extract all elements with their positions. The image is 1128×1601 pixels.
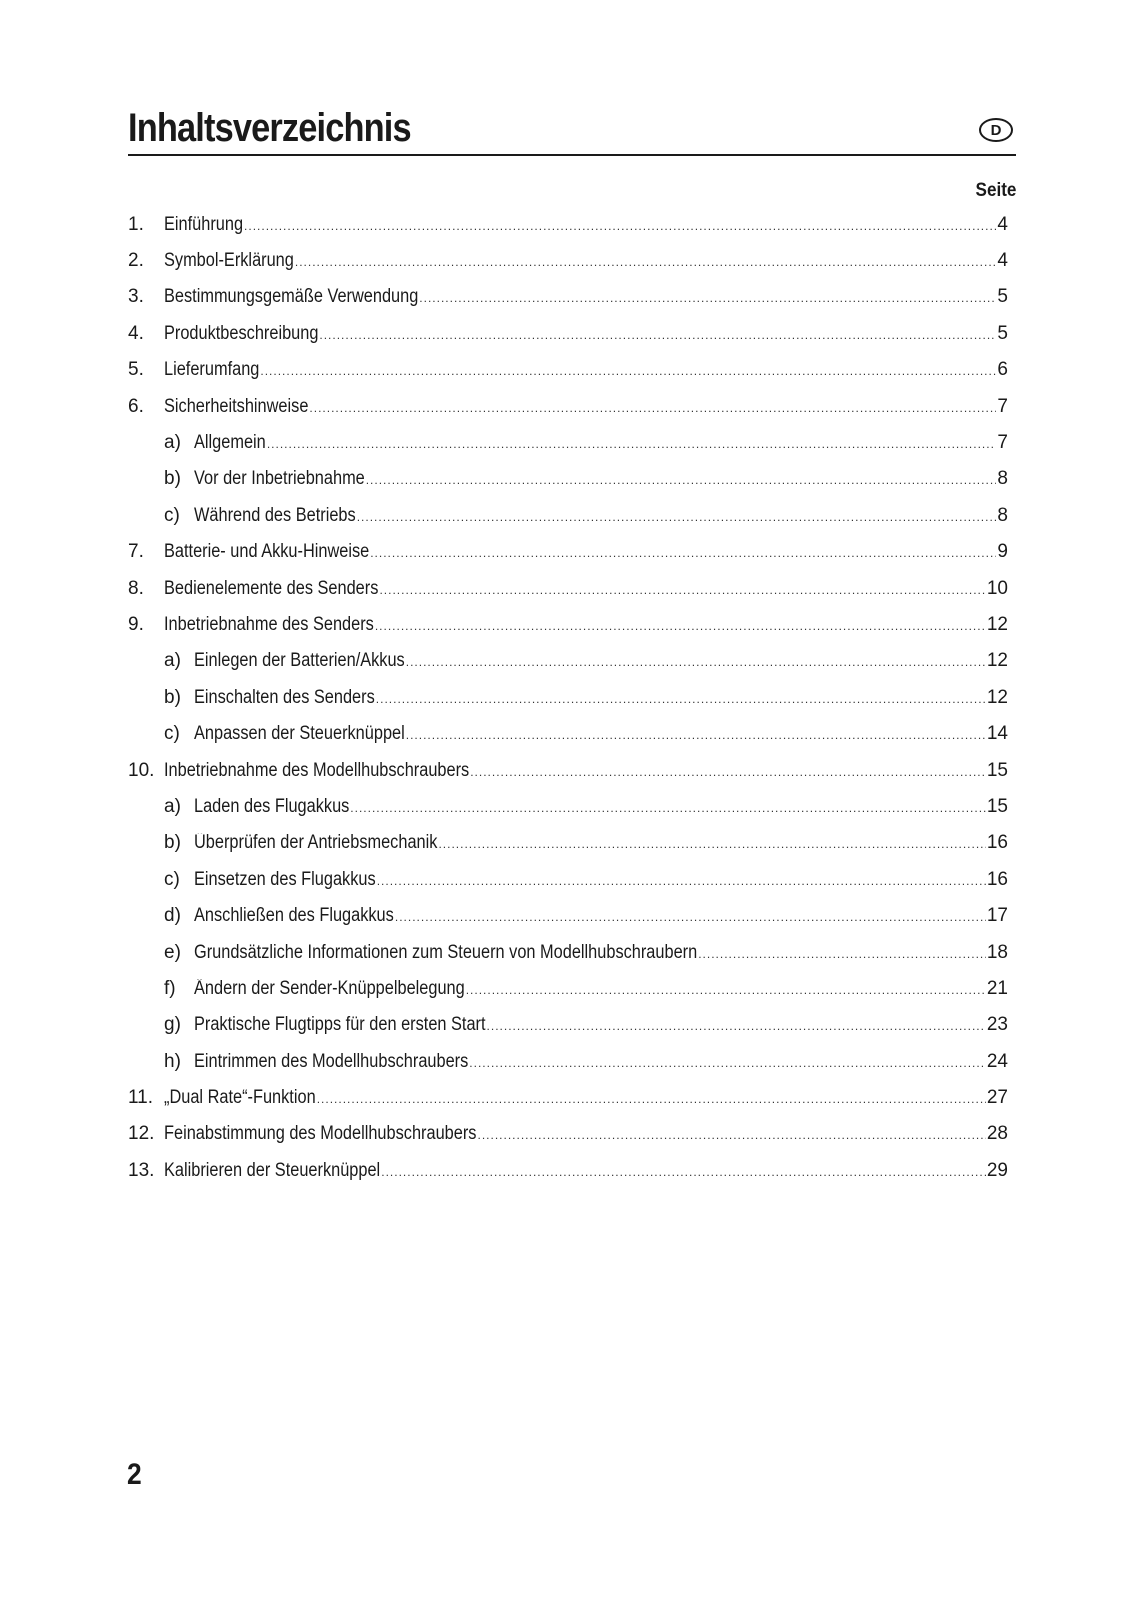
toc-entry-page: 27: [986, 1088, 1008, 1108]
toc-entry-title: Laden des Flugakkus: [194, 796, 350, 816]
toc-entry-page: 17: [986, 906, 1008, 926]
toc-entry[interactable]: [128, 825, 1008, 861]
toc-dot-leader: [370, 547, 996, 559]
toc-entry-number: 11.: [128, 1087, 154, 1109]
toc-entry-page: 8: [997, 505, 1008, 525]
toc-entry-page: 5: [997, 287, 1008, 307]
toc-entry-title: Anschließen des Flugakkus: [194, 906, 394, 926]
toc-entry-sublabel: a): [164, 433, 181, 453]
toc-entry-title: Überprüfen der Antriebsmechanik: [194, 833, 438, 853]
toc-entry[interactable]: [128, 788, 1008, 824]
toc-entry-page: 12: [986, 614, 1008, 634]
toc-dot-leader: [376, 693, 986, 705]
toc-entry-number: 2.: [128, 250, 144, 272]
toc-dot-leader: [698, 948, 986, 960]
toc-entry-title: Kalibrieren der Steuerknüppel: [164, 1160, 381, 1180]
toc-entry-page: 21: [986, 978, 1008, 998]
toc-entry[interactable]: [128, 970, 1008, 1006]
toc-entry[interactable]: [128, 1007, 1008, 1043]
toc-entry-sublabel: a): [164, 651, 181, 671]
toc-entry-page: 7: [997, 433, 1008, 453]
toc-dot-leader: [419, 292, 996, 304]
toc-entry[interactable]: [128, 352, 1008, 388]
toc-entry-page: 29: [986, 1160, 1008, 1180]
toc-entry-sublabel: h): [164, 1051, 181, 1071]
toc-entry-number: 6.: [128, 395, 144, 417]
toc-dot-leader: [317, 1093, 986, 1105]
toc-entry-title: Während des Betriebs: [194, 505, 356, 525]
toc-entry-sublabel: e): [164, 942, 181, 962]
toc-entry-page: 14: [986, 724, 1008, 744]
toc-entry-title: Grundsätzliche Informationen zum Steuern von Modellhubschraubern: [194, 942, 698, 962]
toc-dot-leader: [406, 729, 986, 741]
toc-dot-leader: [466, 984, 986, 996]
toc-dot-leader: [381, 1166, 986, 1178]
page-title: Inhaltsverzeichnis: [128, 106, 411, 150]
toc-entry-number: 3.: [128, 286, 144, 308]
toc-entry[interactable]: [128, 679, 1008, 715]
toc-entry-page: 4: [997, 251, 1008, 271]
toc-entry[interactable]: [128, 934, 1008, 970]
toc-dot-leader: [244, 220, 996, 232]
language-badge: D: [979, 118, 1013, 142]
toc-entry-title: „Dual Rate“-Funktion: [164, 1088, 316, 1108]
toc-entry-title: Einführung: [164, 214, 244, 234]
toc-entry-title: Einsetzen des Flugakkus: [194, 869, 376, 889]
toc-entry-title: Anpassen der Steuerknüppel: [194, 724, 405, 744]
toc-entry-number: 9.: [128, 613, 144, 635]
toc-entry-title: Symbol-Erklärung: [164, 251, 294, 271]
toc-entry-number: 1.: [128, 213, 144, 235]
toc-entry-sublabel: c): [164, 869, 180, 889]
toc-dot-leader: [379, 584, 985, 596]
toc-entry-title: Feinabstimmung des Modellhubschraubers: [164, 1124, 477, 1144]
toc-entry-number: 5.: [128, 359, 144, 381]
toc-entry-page: 6: [997, 360, 1008, 380]
toc-dot-leader: [470, 766, 986, 778]
toc-entry-number: 13.: [128, 1159, 155, 1181]
toc-entry-sublabel: c): [164, 724, 180, 744]
toc-entry[interactable]: [128, 461, 1008, 497]
toc-entry-page: 7: [997, 396, 1008, 416]
toc-entry-title: Batterie- und Akku-Hinweise: [164, 542, 370, 562]
toc-entry[interactable]: [128, 242, 1008, 278]
toc-entry[interactable]: [128, 315, 1008, 351]
toc-entry-number: 4.: [128, 322, 144, 344]
toc-entry-page: 10: [986, 578, 1008, 598]
toc-entry-page: 16: [986, 869, 1008, 889]
toc-dot-leader: [357, 511, 997, 523]
toc-entry[interactable]: [128, 1116, 1008, 1152]
toc-entry-sublabel: d): [164, 906, 181, 926]
toc-entry-sublabel: c): [164, 505, 180, 525]
toc-dot-leader: [319, 329, 996, 341]
toc-entry[interactable]: [128, 861, 1008, 897]
toc-entry-sublabel: g): [164, 1015, 181, 1035]
page-column-label: Seite: [975, 180, 1016, 201]
toc-entry[interactable]: [128, 206, 1008, 242]
toc-entry-page: 5: [997, 323, 1008, 343]
toc-entry[interactable]: [128, 497, 1008, 533]
toc-entry-page: 9: [997, 542, 1008, 562]
toc-entry-page: 15: [986, 760, 1008, 780]
toc-entry-title: Allgemein: [194, 433, 266, 453]
toc-dot-leader: [478, 1129, 986, 1141]
toc-entry[interactable]: [128, 715, 1008, 751]
toc-dot-leader: [406, 656, 986, 668]
toc-entry-page: 12: [986, 687, 1008, 707]
toc-dot-leader: [260, 365, 996, 377]
toc-entry-title: Inbetriebnahme des Modellhubschraubers: [164, 760, 470, 780]
page-number: 2: [127, 1458, 142, 1491]
toc-entry[interactable]: [128, 1079, 1008, 1115]
toc-entry[interactable]: [128, 1043, 1008, 1079]
toc-entry-sublabel: a): [164, 796, 181, 816]
toc-entry-title: Inbetriebnahme des Senders: [164, 614, 374, 634]
toc-entry[interactable]: [128, 279, 1008, 315]
toc-entry-sublabel: b): [164, 687, 181, 707]
toc-dot-leader: [395, 911, 986, 923]
toc-entry-title: Bestimmungsgemäße Verwendung: [164, 287, 419, 307]
toc-entry-page: 16: [986, 833, 1008, 853]
toc-entry[interactable]: [128, 424, 1008, 460]
toc-entry[interactable]: [128, 897, 1008, 933]
toc-entry-title: Bedienelemente des Senders: [164, 578, 379, 598]
toc-entry[interactable]: [128, 1152, 1008, 1188]
toc-entry-page: 8: [997, 469, 1008, 489]
toc-entry-page: 24: [986, 1051, 1008, 1071]
toc-entry[interactable]: [128, 752, 1008, 788]
toc-dot-leader: [469, 1057, 986, 1069]
toc-entry-title: Vor der Inbetriebnahme: [194, 469, 365, 489]
toc-entry-title: Einlegen der Batterien/Akkus: [194, 651, 405, 671]
toc-dot-leader: [487, 1020, 986, 1032]
toc-entry-title: Produktbeschreibung: [164, 323, 319, 343]
toc-entry-title: Sicherheitshinweise: [164, 396, 309, 416]
toc-entry[interactable]: [128, 534, 1008, 570]
toc-dot-leader: [377, 875, 986, 887]
title-divider: [128, 154, 1016, 156]
toc-entry-sublabel: f): [164, 978, 176, 998]
toc-entry-number: 7.: [128, 541, 144, 563]
toc-entry-title: Lieferumfang: [164, 360, 260, 380]
toc-entry[interactable]: [128, 643, 1008, 679]
table-of-contents: [128, 206, 1008, 1189]
toc-entry-number: 8.: [128, 577, 144, 599]
toc-entry-page: 28: [986, 1124, 1008, 1144]
toc-entry-page: 15: [986, 796, 1008, 816]
toc-dot-leader: [366, 474, 997, 486]
toc-entry-page: 18: [986, 942, 1008, 962]
toc-entry-number: 12.: [128, 1123, 155, 1145]
toc-entry[interactable]: [128, 388, 1008, 424]
toc-entry[interactable]: [128, 606, 1008, 642]
toc-entry-page: 12: [986, 651, 1008, 671]
toc-dot-leader: [309, 402, 996, 414]
toc-dot-leader: [438, 838, 985, 850]
toc-entry-title: Eintrimmen des Modellhubschraubers: [194, 1051, 469, 1071]
toc-dot-leader: [375, 620, 986, 632]
toc-entry[interactable]: [128, 570, 1008, 606]
toc-entry-sublabel: b): [164, 469, 181, 489]
toc-entry-title: Ändern der Sender-Knüppelbelegung: [194, 978, 465, 998]
toc-dot-leader: [350, 802, 986, 814]
toc-entry-title: Praktische Flugtipps für den ersten Start: [194, 1015, 486, 1035]
toc-entry-title: Einschalten des Senders: [194, 687, 375, 707]
toc-dot-leader: [295, 256, 997, 268]
toc-entry-number: 10.: [128, 759, 155, 781]
toc-entry-page: 23: [986, 1015, 1008, 1035]
toc-dot-leader: [267, 438, 997, 450]
toc-entry-page: 4: [997, 214, 1008, 234]
toc-entry-sublabel: b): [164, 833, 181, 853]
